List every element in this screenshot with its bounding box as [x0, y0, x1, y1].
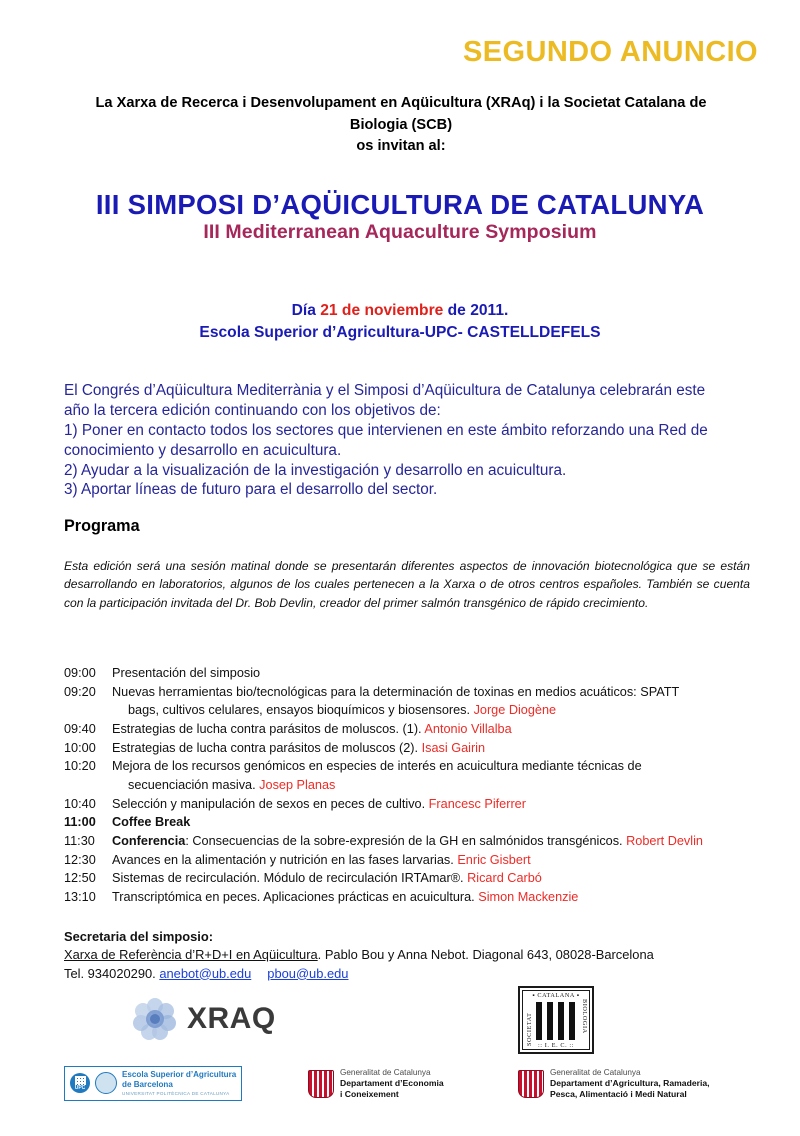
intro-paragraph — [64, 381, 752, 500]
upc-line-2: UNIVERSITAT POLITÈCNICA DE CATALUNYA — [122, 1091, 230, 1097]
schedule-description — [112, 813, 764, 832]
schedule-time: 10:40 — [64, 796, 96, 811]
schedule-time: 09:00 — [64, 666, 96, 680]
catalonia-shield-icon — [518, 1070, 544, 1098]
schedule-title: Coffee Break — [112, 815, 191, 830]
email-link-pbou[interactable]: pbou@ub.edu — [267, 965, 349, 981]
schedule-speaker: Ricard Carbó — [467, 871, 542, 886]
schedule-title: Estrategias de lucha contra parásitos de moluscos. (1). — [112, 722, 425, 737]
schedule-speaker: Josep Planas — [259, 778, 336, 793]
schedule-description — [112, 869, 764, 888]
schedule-title: : Consecuencias de la sobre-expresión de la GH en salmónidos transgénicos. — [185, 834, 627, 849]
secretariat-block — [64, 928, 754, 983]
date-highlight: 21 de noviembre — [320, 302, 444, 319]
xraq-logo — [133, 997, 276, 1041]
upc-line-1: Escola Superior d’Agricultura — [122, 1070, 237, 1079]
xraq-logo-text: XRAQ — [187, 1002, 276, 1035]
schedule-description — [112, 888, 764, 907]
invitation-line-1: La Xarxa de Recerca i Desenvolupament en Aqüicultura (XRAq) i la Societat Catalana de — [95, 95, 707, 111]
scb-text-left: SOCIETAT — [526, 1012, 533, 1046]
intro-line: 3) Aportar líneas de futuro para el desarrollo del sector. — [64, 481, 438, 499]
schedule-row — [64, 664, 764, 683]
scb-text-right: BIOLOGIA — [581, 999, 588, 1034]
xraq-flower-icon — [133, 997, 177, 1041]
schedule-row — [64, 795, 764, 814]
schedule-description — [112, 664, 764, 683]
program-heading: Programa — [64, 517, 140, 535]
intro-line: 1) Poner en contacto todos los sectores que intervienen en este ámbito reforzando una Red de — [64, 421, 708, 439]
gencat1-line-3: i Coneixement — [340, 1089, 399, 1100]
date-suffix: de 2011. — [443, 302, 509, 319]
secretariat-phone: Tel. 934020290. — [64, 965, 160, 981]
secretariat-org: Xarxa de Referència d’R+D+I en Aqüicultura — [64, 947, 318, 963]
event-date-venue — [0, 300, 800, 344]
gencat-agricultura-logo — [518, 1068, 710, 1100]
schedule-row — [64, 739, 764, 758]
intro-line: año la tercera edición continuando con los objetivos de: — [64, 401, 441, 419]
secretariat-address: . Pablo Bou y Anna Nebot. Diagonal 643, 08028-Barcelona — [317, 947, 654, 963]
schedule-row — [64, 757, 764, 794]
invitation-line-2: Biologia (SCB) — [349, 116, 453, 133]
schedule-row — [64, 720, 764, 739]
schedule-time: 10:00 — [64, 740, 96, 755]
schedule-title: Presentación del simposio — [112, 666, 261, 680]
invitation-block — [62, 93, 740, 158]
schedule-continuation: secuenciación masiva. Josep Planas — [128, 778, 336, 793]
intro-line: 2) Ayudar a la visualización de la investigación y desarrollo en acuicultura. — [64, 461, 567, 479]
schedule-row — [64, 851, 764, 870]
secretariat-heading-label: Secretaria del simposio — [64, 929, 209, 944]
schedule-speaker: Francesc Piferrer — [428, 796, 526, 811]
schedule-title: Mejora de los recursos genómicos en especies de interés en acuicultura mediante técnicas de — [112, 759, 642, 774]
secretariat-contact-line — [64, 965, 754, 983]
schedule-speaker: Enric Gisbert — [457, 852, 531, 867]
schedule-time: 12:50 — [64, 871, 96, 886]
schedule-time: 09:20 — [64, 684, 96, 699]
schedule-time: 11:00 — [64, 815, 96, 830]
event-venue: Escola Superior d’Agricultura-UPC- CASTELLDEFELS — [199, 324, 601, 342]
scb-logo — [518, 986, 594, 1054]
schedule-description — [112, 851, 764, 870]
schedule-description — [112, 720, 764, 739]
schedule-title: Avances en la alimentación y nutrición en las fases larvarias. — [112, 852, 458, 867]
catalonia-shield-icon — [308, 1070, 334, 1098]
schedule-row — [64, 813, 764, 832]
symposium-subtitle: III Mediterranean Aquaculture Symposium — [203, 221, 597, 243]
secretariat-heading-colon: : — [208, 929, 214, 944]
gencat2-line-1: Generalitat de Catalunya — [550, 1068, 641, 1077]
schedule-description — [112, 739, 764, 758]
schedule-title: Nuevas herramientas bio/tecnológicas para la determinación de toxinas en medios acuáticos: SPATT — [112, 684, 680, 699]
schedule-speaker: Jorge Diogène — [473, 703, 557, 718]
schedule-title: Sistemas de recirculación. Módulo de recirculación IRTAmar®. — [112, 871, 468, 886]
gencat2-line-3: Pesca, Alimentació i Medi Natural — [550, 1089, 687, 1100]
intro-line: conocimiento y desarrollo en acuicultura. — [64, 441, 342, 459]
intro-line: El Congrés d’Aqüicultura Mediterrània y el Simposi d’Aqüicultura de Catalunya celebrarán este — [64, 382, 706, 399]
schedule-description — [112, 683, 764, 720]
schedule-description — [112, 795, 764, 814]
schedule-row — [64, 869, 764, 888]
gencat1-line-2: Departament d’Economia — [340, 1078, 444, 1089]
gencat-economia-text — [340, 1068, 444, 1100]
schedule-title: Transcriptómica en peces. Aplicaciones prácticas en acuicultura. — [112, 890, 479, 905]
schedule-continuation: bags, cultivos celulares, ensayos bioquímicos y biosensores. Jorge Diogène — [128, 703, 557, 718]
schedule-lead-label: Conferencia — [112, 834, 186, 849]
scb-text-bottom: :: I. E. C. :: — [537, 1042, 575, 1049]
esab-seal-icon — [95, 1072, 117, 1094]
schedule-row — [64, 888, 764, 907]
schedule-row — [64, 683, 764, 720]
upc-logo-text — [122, 1070, 236, 1097]
schedule-row — [64, 832, 764, 851]
schedule-time: 10:20 — [64, 759, 96, 774]
email-link-anebot[interactable]: anebot@ub.edu — [159, 965, 252, 981]
date-prefix: Día — [291, 302, 321, 319]
invitation-line-3: os invitan al: — [356, 138, 446, 155]
footer-logos — [0, 1062, 800, 1118]
gencat1-line-1: Generalitat de Catalunya — [340, 1068, 431, 1077]
event-date-line — [0, 300, 800, 322]
gencat-economia-logo — [308, 1068, 444, 1100]
schedule-time: 09:40 — [64, 722, 96, 737]
secretariat-heading — [64, 928, 754, 946]
schedule-time: 13:10 — [64, 890, 96, 905]
gencat-agricultura-text — [550, 1068, 710, 1100]
schedule-speaker: Antonio Villalba — [424, 722, 512, 737]
schedule-speaker: Isasi Gairin — [421, 740, 486, 755]
symposium-title: III SIMPOSI D’AQÜICULTURA DE CATALUNYA — [95, 189, 705, 220]
schedule-speaker: Robert Devlin — [626, 834, 703, 849]
schedule-time: 11:30 — [64, 834, 95, 849]
scb-shield-icon — [536, 1002, 578, 1040]
schedule-speaker: Simon Mackenzie — [478, 890, 579, 905]
schedule-description — [112, 757, 764, 794]
upc-mark-label: UPC — [74, 1084, 86, 1091]
schedule-description — [112, 832, 764, 851]
second-announcement-banner: SEGUNDO ANUNCIO — [463, 36, 758, 68]
scb-text-top: ▪ CATALANA ▪ — [532, 992, 580, 999]
upc-line-1b: de Barcelona — [122, 1079, 173, 1089]
schedule-list — [64, 664, 764, 907]
secretariat-org-line — [64, 946, 754, 964]
schedule-title: Estrategias de lucha contra parásitos de moluscos (2). — [112, 740, 422, 755]
upc-mark-icon — [70, 1073, 90, 1093]
upc-esab-logo — [64, 1066, 242, 1101]
gencat2-line-2: Departament d’Agricultura, Ramaderia, — [550, 1078, 710, 1089]
schedule-title: Selección y manipulación de sexos en peces de cultivo. — [112, 796, 429, 811]
program-description: Esta edición será una sesión matinal donde se presentarán diferentes aspectos de innovación biotecnológica que se están desarrollando en laboratorios, algunos de los cuales pertenecen a la Xarxa o de otros centros españoles. También se cuenta con la participación invitada del Dr. Bob Devlin, creador del primer salmón transgénico de rápido crecimiento. — [64, 559, 750, 610]
schedule-time: 12:30 — [64, 852, 96, 867]
